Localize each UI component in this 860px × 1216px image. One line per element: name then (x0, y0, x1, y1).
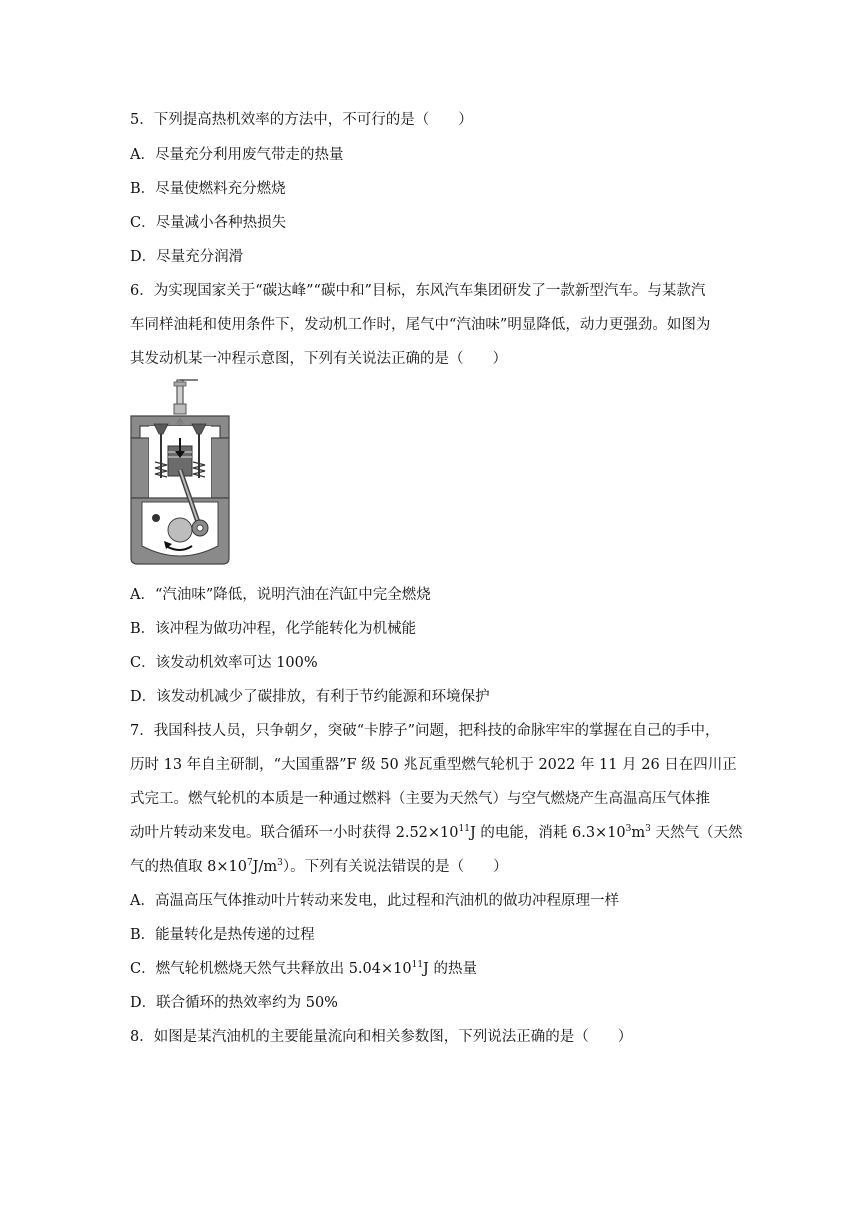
q5-stem: 5．下列提高热机效率的方法中，不可行的是（ ） (130, 112, 473, 128)
q6-stem-line-3: 其发动机某一冲程示意图，下列有关说法正确的是（ ） (130, 351, 507, 367)
q6-option-a: A．“汽油味”降低，说明汽油在汽缸中完全燃烧 (130, 587, 431, 603)
q6-option-c: C．该发动机效率可达 100% (130, 655, 318, 671)
q6-option-b: B．该冲程为做功冲程，化学能转化为机械能 (130, 621, 417, 637)
q5-option-b: B．尽量使燃料充分燃烧 (130, 181, 286, 197)
q7-stem-line-2: 历时 13 年自主研制，“大国重器”F 级 50 兆瓦重型燃气轮机于 2022 年 11 月 26 日在四川正 (130, 757, 737, 773)
q6-option-d: D．该发动机减少了碳排放，有利于节约能源和环境保护 (130, 689, 490, 705)
q5-option-a: A．尽量充分利用废气带走的热量 (130, 147, 344, 163)
q7-stem-line-3: 式完工。燃气轮机的本质是一种通过燃料（主要为天然气）与空气燃烧产生高温高压气体推 (130, 791, 710, 807)
q7-stem-line-1: 7．我国科技人员，只争朝夕，突破“卡脖子”问题，把科技的命脉牢牢的掌握在自己的手中， (130, 723, 720, 739)
q8-stem: 8．如图是某汽油机的主要能量流向和相关参数图，下列说法正确的是（ ） (130, 1029, 633, 1045)
q6-stem-line-2: 车同样油耗和使用条件下，发动机工作时，尾气中“汽油味”明显降低，动力更强劲。如图为 (130, 317, 711, 333)
q7-option-b: B．能量转化是热传递的过程 (130, 927, 315, 943)
q5-option-d: D．尽量充分润滑 (130, 249, 244, 265)
q7-option-d: D．联合循环的热效率约为 50% (130, 995, 338, 1011)
q7-stem-line-5: 气的热值取 $8\times 10^7J/m^3$）。下列有关说法错误的是（ ） (130, 858, 508, 875)
q7-stem-line-4: 动叶片转动来发电。联合循环一小时获得 $2.52\times 10^{11}J$ 的电能，消耗 $6.3\times 10^3m^3$ 天然气（天然 (130, 824, 743, 841)
engine-stroke-diagram (128, 378, 232, 568)
q7-option-a: A．高温高压气体推动叶片转动来发电，此过程和汽油机的做功冲程原理一样 (130, 893, 619, 909)
q6-stem-line-1: 6．为实现国家关于“碳达峰”“碳中和”目标，东风汽车集团研发了一款新型汽车。与某款汽 (130, 283, 706, 299)
q7-option-c: C．燃气轮机燃烧天然气共释放出 $5.04\times 10^{11}J$ 的热量 (130, 960, 477, 977)
q5-option-c: C．尽量减小各种热损失 (130, 215, 287, 231)
